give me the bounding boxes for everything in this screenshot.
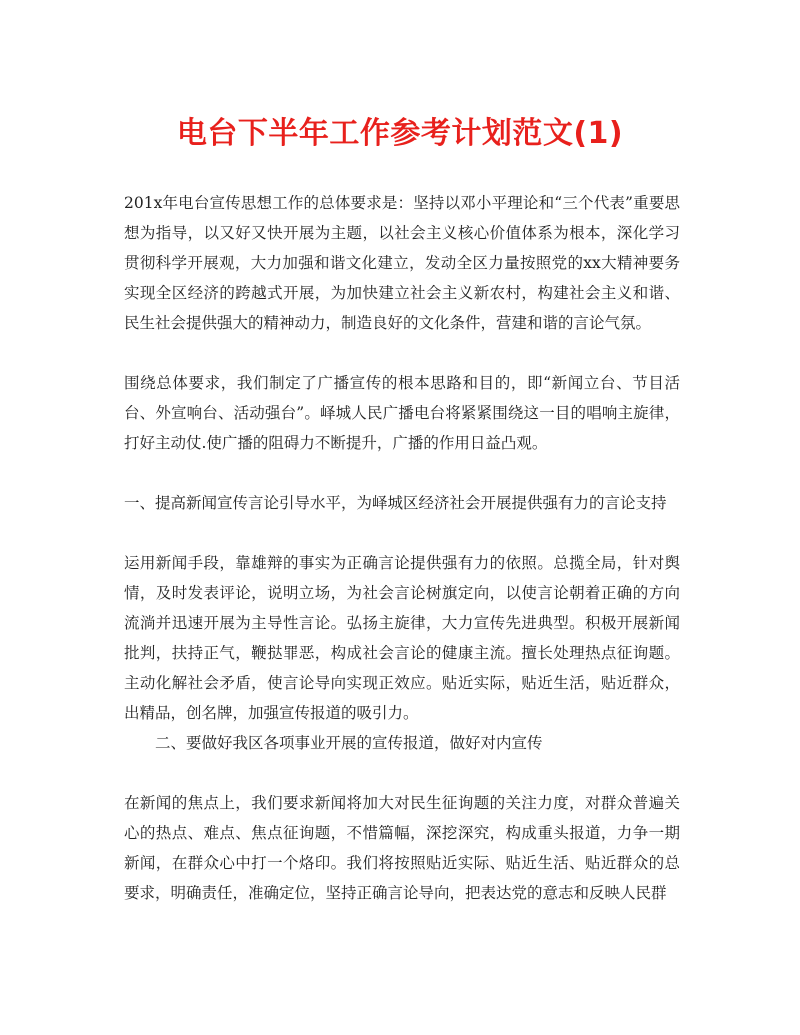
paragraph-overall-requirements: 201x年电台宣传思想工作的总体要求是：坚持以邓小平理论和“三个代表”重要思想为指导，以又好又快开展为主题，以社会主义核心价值体系为根本，深化学习贯彻科学开展观，大力加强和谐文化建立，发动全区力量按照党的xx大精神要务实现全区经济的跨越式开展，为加快建立社会主义新农村，构建社会主义和谐、民生社会提供强大的精神动力，制造良好的文化条件，营建和谐的言论气氛。: [124, 194, 680, 332]
paragraph-basic-ideas: 围绕总体要求，我们制定了广播宣传的根本思路和目的，即“新闻立台、节目活台、外宣响台、活动强台”。峄城人民广播电台将紧紧围绕这一目的唱响主旋律，打好主动仗.使广播的阻碍力不断提升，广播的作用日益凸观。: [124, 374, 680, 452]
section-heading-one: 一、提高新闻宣传言论引导水平，为峄城区经济社会开展提供强有力的言论支持: [124, 494, 667, 512]
paragraph-news-guidance: 运用新闻手段，靠雄辩的事实为正确言论提供强有力的依照。总揽全局，针对舆情，及时发表评论，说明立场，为社会言论树旗定向，以使言论朝着正确的方向流淌并迅速开展为主导性言论。弘扬主旋律，大力宣传先进典型。积极开展新闻批判，扶持正气，鞭挞罪恶，构成社会言论的健康主流。擅长处理热点征询题。主动化解社会矛盾，使言论导向实现正效应。贴近实际，贴近生活，贴近群众，出精品，创名牌，加强宣传报道的吸引力。: [124, 554, 680, 722]
paragraph-gap: [124, 758, 680, 788]
paragraph-gap: [124, 518, 680, 548]
paragraph-news-focus: 在新闻的焦点上，我们要求新闻将加大对民生征询题的关注力度，对群众普遍关心的热点、难点、焦点征询题，不惜篇幅，深挖深究，构成重头报道，力争一期新闻，在群众心中打一个烙印。我们将按照贴近实际、贴近生活、贴近群众的总要求，明确责任，准确定位，坚持正确言论导向，把表达党的意志和反映人民群: [124, 794, 680, 902]
section-heading-two: 二、要做好我区各项事业开展的宣传报道，做好对内宣传: [155, 734, 543, 752]
document-title: 电台下半年工作参考计划范文(1): [176, 116, 624, 151]
paragraph-gap: [124, 458, 680, 488]
document-body: [124, 188, 680, 908]
paragraph-gap: [124, 338, 680, 368]
